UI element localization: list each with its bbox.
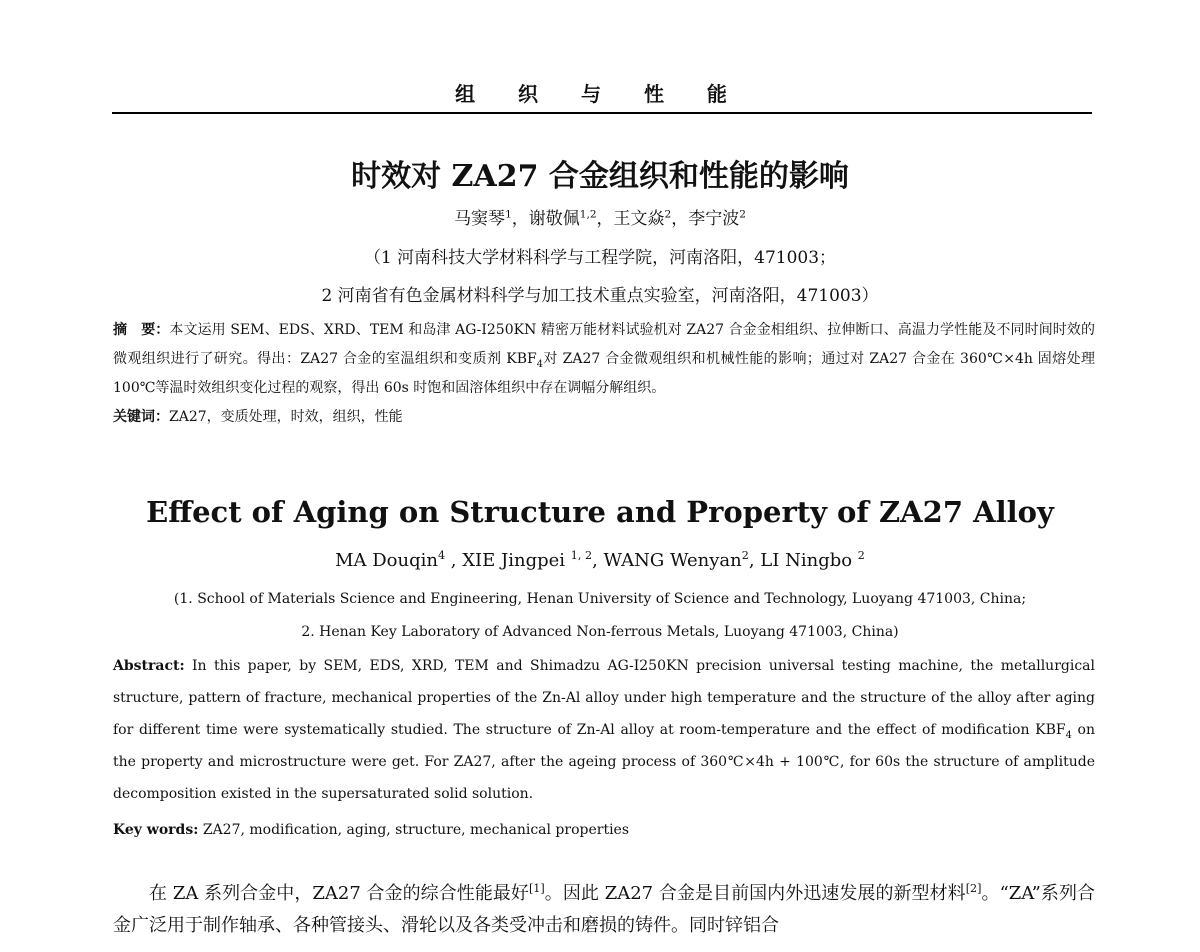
body-text: 。“ZA”系列合金广泛用于制作轴承、各种管接头、滑轮以及各类受冲击和磨损的铸件。同时锌铝合	[113, 883, 1095, 936]
author-affiliation-mark: 1,2	[579, 208, 597, 221]
english-authors	[0, 549, 1200, 573]
english-affiliation-1: (1. School of Materials Science and Engineering, Henan University of Science and Technology, Luoyang 471003, China;	[173, 591, 1027, 607]
english-title: Effect of Aging on Structure and Property of ZA27 Alloy	[146, 495, 1054, 529]
english-keywords	[113, 818, 1095, 842]
english-keywords-text: ZA27, modification, aging, structure, mechanical properties	[198, 822, 630, 838]
chemical-subscript: 4	[536, 358, 543, 370]
chinese-keywords-label: 关键词：	[113, 409, 169, 425]
author-name: 李宁波	[688, 209, 740, 229]
chinese-abstract-text-continued: 对 ZA27 合金微观组织和机械性能的影响；通过对 ZA27 合金在 360℃×4h 固熔处理 100℃等温时效组织变化过程的观察，得出 60s 时饱和固溶体组织中存在调幅分解组织。	[113, 351, 1095, 396]
body-text: 在 ZA 系列合金中，ZA27 合金的综合性能最好	[149, 883, 529, 904]
author-name: 马窦琴	[454, 209, 506, 229]
chinese-abstract-label: 摘 要：	[113, 322, 170, 338]
author-affiliation-mark: 4	[437, 549, 446, 562]
english-keywords-label: Key words:	[113, 822, 199, 838]
author-name: 王文焱	[613, 209, 665, 229]
body-text: 。因此 ZA27 合金是目前国内外迅速发展的新型材料	[544, 883, 966, 904]
chemical-subscript: 4	[1065, 729, 1072, 741]
body-paragraph	[113, 878, 1095, 942]
chinese-keywords	[113, 403, 1095, 432]
author-affiliation-mark: 1, 2	[570, 549, 593, 562]
chinese-abstract-text: 本文运用 SEM、EDS、XRD、TEM 和岛津 AG-I250KN 精密万能材料试验机对 ZA27 合金金相组织、拉伸断口、高温力学性能及不同时间时效的微观组织进行了研究。得出：ZA27 合金的室温组织和变质剂 KBF	[113, 322, 1096, 367]
chinese-authors: 马窦琴$^1$，谢敬佩$^{1,2}$，王文焱$^2$，李宁波$^2$	[454, 208, 746, 229]
chinese-abstract-block	[113, 316, 1095, 432]
author-name: , WANG Wenyan	[592, 550, 742, 571]
chinese-affiliation-1: （1 河南科技大学材料科学与工程学院，河南洛阳，471003；	[363, 248, 837, 268]
header-rule	[112, 112, 1092, 114]
chinese-abstract	[113, 316, 1095, 403]
citation-mark: [2]	[965, 882, 982, 895]
citation-mark: [1]	[528, 882, 545, 895]
author-affiliation-mark: 2	[739, 208, 746, 221]
english-affiliation-2: 2. Henan Key Laboratory of Advanced Non-ferrous Metals, Luoyang 471003, China)	[301, 624, 899, 640]
author-name: , LI Ningbo	[748, 550, 858, 571]
running-header: 组 织 与 性 能	[455, 82, 745, 106]
author-affiliation-mark: 2	[664, 208, 672, 221]
author-name: 谢敬佩	[528, 209, 580, 229]
author-affiliation-mark: 2	[857, 549, 865, 562]
english-abstract-label: Abstract:	[113, 658, 185, 674]
chinese-affiliation-2: 2 河南省有色金属材料科学与加工技术重点实验室，河南洛阳，471003）	[321, 286, 879, 306]
author-affiliation-mark: 1	[505, 208, 512, 221]
author-name: , XIE Jingpei	[445, 550, 571, 571]
english-abstract-text: In this paper, by SEM, EDS, XRD, TEM and Shimadzu AG-I250KN precision universal testing machine, the metallurgical structure, pattern of fracture, mechanical properties of the Zn-Al alloy under high temperature and the structure of the alloy after aging for different time were systematically studied. The structure of Zn-Al alloy at room-temperature and the effect of modification KBF	[113, 658, 1095, 738]
chinese-title: 时效对 ZA27 合金组织和性能的影响	[351, 159, 849, 194]
author-affiliation-mark: 2	[741, 549, 749, 562]
english-abstract-text-continued: on the property and microstructure were get. For ZA27, after the ageing process of 360℃×4h + 100℃, for 60s the structure of amplitude decomposition existed in the supersaturated solid solution.	[113, 722, 1095, 802]
chinese-keywords-text: ZA27，变质处理，时效，组织，性能	[169, 409, 403, 425]
english-abstract	[113, 650, 1095, 810]
author-name: MA Douqin	[335, 550, 438, 571]
